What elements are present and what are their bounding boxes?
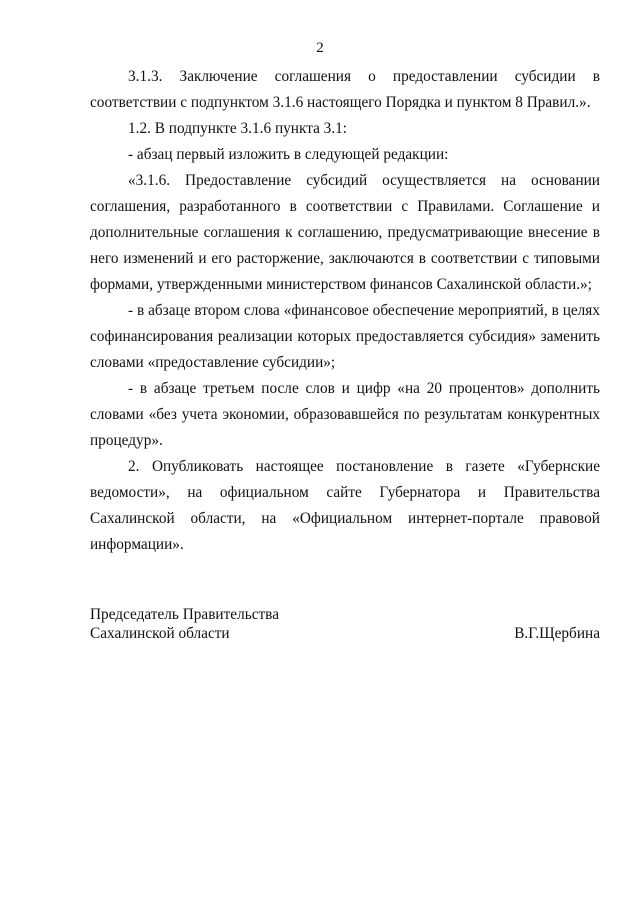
signatory-position-line1: Председатель Правительства: [90, 606, 279, 623]
paragraph-third-indent: - в абзаце третьем после слов и цифр «на 20 процентов» дополнить словами «без учета экономии, образовавшейся по результатам конкурентных процедур».: [90, 380, 600, 449]
signatory-name: В.Г.Щербина: [514, 625, 600, 642]
paragraph-1-2: 1.2. В подпункте 3.1.6 пункта 3.1:: [128, 120, 348, 137]
page-number: 2: [316, 40, 324, 56]
paragraph-second-indent: - в абзаце втором слова «финансовое обеспечение мероприятий, в целях софинансирования реализации которых предоставляется субсидия» заменить словами «предоставление субсидии»;: [90, 302, 600, 371]
document-body: [90, 64, 600, 558]
signature-block: [90, 605, 600, 643]
paragraph-publish: 2. Опубликовать настоящее постановление в газете «Губернские ведомости», на официальном сайте Губернатора и Правительства Сахалинской области, на «Официальном интернет-портале правовой информации».: [90, 458, 600, 553]
signatory-position-line2: Сахалинской области: [90, 625, 230, 642]
paragraph-3-1-6: «3.1.6. Предоставление субсидий осуществляется на основании соглашения, разработанного в соответствии с Правилами. Соглашение и дополнительные соглашения к соглашению, предусматривающие внесение в него изменений и его расторжение, заключаются в соответствии с типовыми формами, утвержденными министерством финансов Сахалинской области.»;: [90, 172, 600, 293]
paragraph-first-indent: - абзац первый изложить в следующей редакции:: [128, 146, 449, 163]
paragraph-3-1-3: 3.1.3. Заключение соглашения о предоставлении субсидии в соответствии с подпунктом 3.1.6 настоящего Порядка и пунктом 8 Правил.».: [90, 68, 600, 111]
